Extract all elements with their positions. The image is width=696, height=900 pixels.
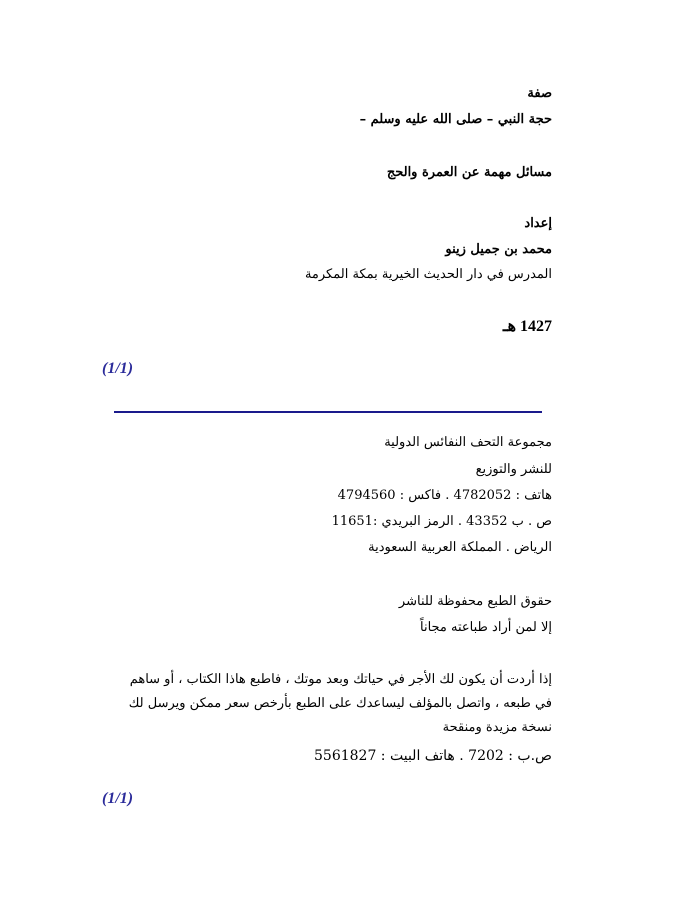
phone-fax-text: هاتف : 4782052 . فاكس : 4794560	[337, 488, 552, 503]
author-affiliation: المدرس في دار الحديث الخيرية بمكة المكرمة	[304, 267, 552, 282]
publisher-phone-fax	[338, 486, 552, 506]
rights-reserved: حقوق الطبع محفوظة للناشر	[398, 594, 552, 609]
prepared-by-label: إعداد	[524, 216, 552, 231]
page-number-2: (1/1)	[102, 790, 134, 807]
publisher-activity: للنشر والتوزيع	[475, 462, 552, 477]
rights-exception: إلا لمن أراد طباعته مجاناً	[420, 620, 552, 635]
publisher-name: مجموعة التحف النفائس الدولية	[384, 435, 552, 450]
publisher-city: الرياض . المملكة العربية السعودية	[368, 540, 552, 555]
title-word-sifa: صفة	[527, 86, 552, 101]
subtitle-umrah-hajj: مسائل مهمة عن العمرة والحج	[386, 165, 552, 180]
author-appeal-paragraph: إذا أردت أن يكون لك الأجر في حياتك وبعد موتك ، فاطبع هاذا الكتاب ، أو ساهم في طبعه ، واتصل بالمؤلف ليساعدك على الطبع بأرخص سعر ممكن ويرسل لك نسخة مزيدة ومنقحة	[128, 672, 552, 735]
author-name: محمد بن جميل زينو	[445, 242, 552, 257]
page-number-1: (1/1)	[102, 360, 134, 377]
publisher-po-box: ص . ب 43352 . الرمز البريدي :11651	[331, 514, 552, 529]
page-divider-rule	[114, 411, 542, 413]
publication-year: 1427 هـ	[502, 318, 552, 335]
title-hajjat-nabi: حجة النبي – صلى الله عليه وسلم –	[359, 112, 552, 127]
author-po-home-phone: ص.ب : 7202 . هاتف البيت : 5561827	[314, 748, 552, 764]
